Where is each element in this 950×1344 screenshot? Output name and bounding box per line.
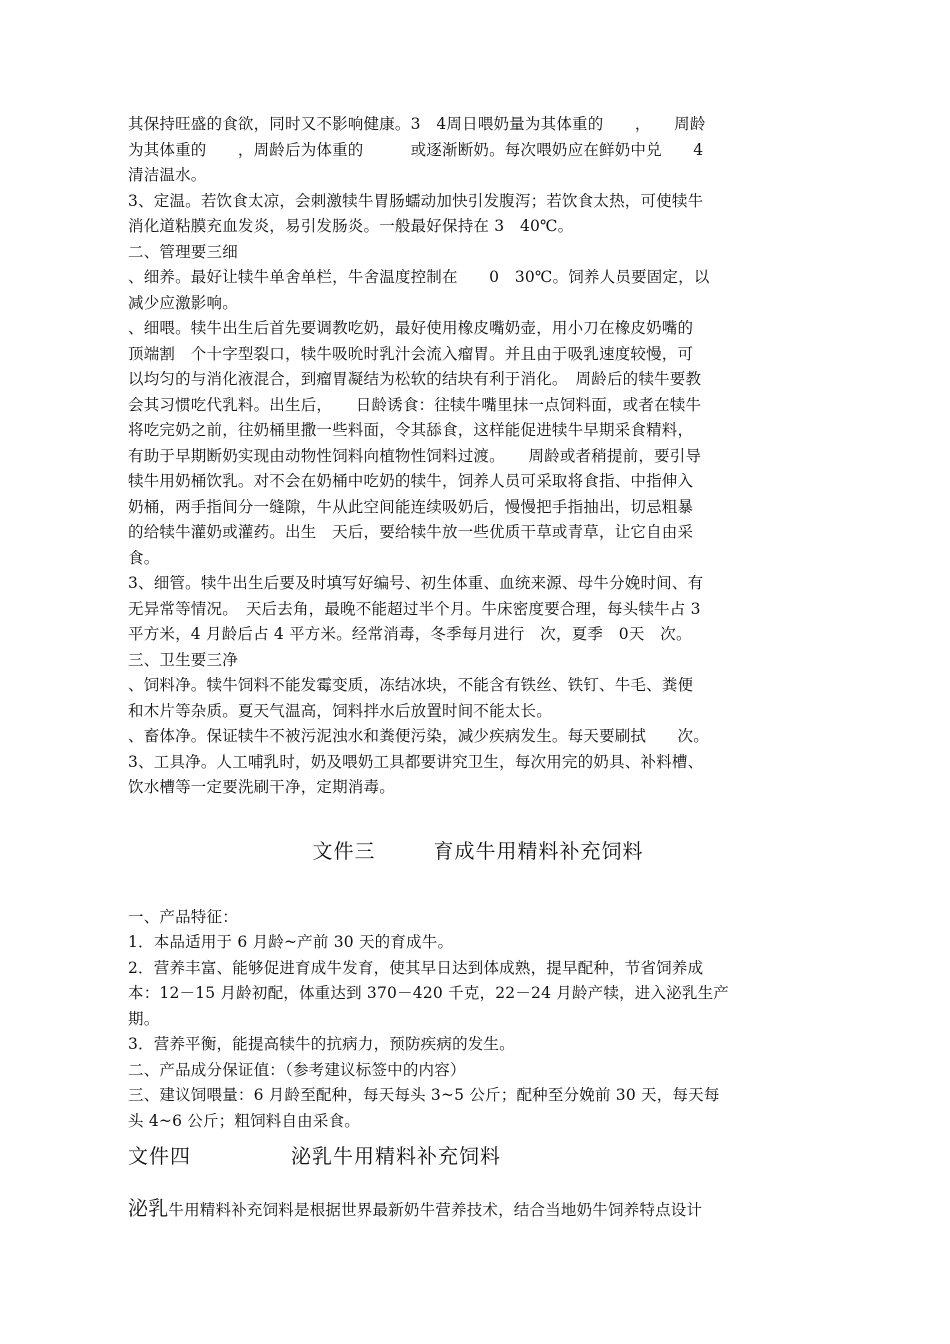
text-line: 犊牛用奶桶饮乳。对不会在奶桶中吃奶的犊牛，饲养人员可采取将食指、中指伸入 [128,472,694,490]
section-heading: 一、产品特征： [128,907,238,926]
text-line: 清洁温水。 [128,166,207,184]
text-line: 其保持旺盛的食欲，同时又不影响健康。3 4周日喂奶量为其体重的 ， 周龄 [128,115,706,133]
text-line: 本：12－15 月龄初配，体重达到 370－420 千克，22－24 月龄产犊，进入泌乳生产 [128,984,729,1002]
document-3-label: 文件三 [312,838,376,863]
text-line: 1．本品适用于 6 月龄~产前 30 天的育成牛。 [128,933,454,951]
document-4-name: 泌乳牛用精料补充饲料 [291,1144,501,1168]
text-line: 三、建议饲喂量：6 月龄至配种，每天每头 3~5 公斤；配种至分娩前 30 天，每天每 [128,1086,720,1104]
section-heading: 二、产品成分保证值：（参考建议标签中的内容） [128,1060,466,1079]
section-heading: 二、管理要三细 [128,242,238,261]
text-line: 食。 [128,548,160,567]
text-line: 的给犊牛灌奶或灌药。出生 天后，要给犊牛放一些优质干草或青草，让它自由采 [128,523,694,541]
document-4-title [128,1138,828,1174]
text-line: 消化道粘膜充血发炎，易引发肠炎。一般最好保持在 3 40℃。 [128,217,574,235]
text-line: 奶桶，两手指间分一缝隙，牛从此空间能连续吸奶后，慢慢把手指抽出，切忌粗暴 [128,497,694,516]
text-line: 饮水槽等一定要洗刷干净，定期消毒。 [128,778,395,796]
text-line: 、饲料净。犊牛饲料不能发霉变质，冻结冰块，不能含有铁丝、铁钉、牛毛、粪便 [128,676,694,694]
document-3-name: 育成牛用精料补充饲料 [433,838,644,863]
text-line: 平方米，4 月龄后占 4 平方米。经常消毒，冬季每月进行 次，夏季 0天 次。 [128,625,692,643]
text-line: 3、工具净。人工哺乳时，奶及喂奶工具都要讲究卫生，每次用完的奶具、补料槽、 [128,752,704,771]
document-page [128,112,828,1224]
text-line: 、细喂。犊牛出生后首先要调教吃奶，最好使用橡皮嘴奶壶，用小刀在橡皮奶嘴的 [128,319,694,337]
text-line: 3、定温。若饮食太凉，会刺激犊牛胃肠蠕动加快引发腹泻；若饮食太热，可使犊牛 [128,191,704,210]
text-line: 头 4~6 公斤；粗饲料自由采食。 [128,1111,360,1130]
text-line: 和木片等杂质。夏天气温高，饲料拌水后放置时间不能太长。 [128,701,552,720]
lead-text: 泌乳 [128,1196,169,1220]
text-line: 将吃完奶之前，往奶桶里撒一些料面，令其舔食，这样能促进犊牛早期采食精料， [128,421,694,439]
text-line: 3．营养平衡，能提高犊牛的抗病力，预防疾病的发生。 [128,1035,515,1053]
text-line: 期。 [128,1009,160,1028]
document-3-body [128,905,828,1135]
part1-body [128,112,828,801]
text-line: 减少应激影响。 [128,293,238,312]
text-line: 2．营养丰富、能够促进育成牛发育，使其早日达到体成熟，提早配种，节省饲养成 [128,958,704,977]
text-line: 会其习惯吃代乳料。出生后， 日龄诱食：往犊牛嘴里抹一点饲料面，或者在犊牛 [128,395,702,414]
document-3-title [128,823,828,879]
text-line-rest: 牛用精料补充饲料是根据世界最新奶牛营养技术，结合当地奶牛饲养特点设计 [168,1201,703,1219]
document-4-body [128,1196,828,1224]
text-line: 顶端割 个十字型裂口，犊牛吸吮时乳汁会流入瘤胃。并且由于吸乳速度较慢，可 [128,344,694,363]
section-heading: 三、卫生要三净 [128,650,238,669]
text-line: 3、细管。犊牛出生后要及时填写好编号、初生体重、血统来源、母牛分娩时间、有 [128,574,704,592]
text-line: 为其体重的 ，周龄后为体重的 或逐渐断奶。每次喂奶应在鲜奶中兑 4 [128,140,704,159]
text-line: 无异常等情况。 天后去角，最晚不能超过半个月。牛床密度要合理，每头犊牛占 3 [128,599,701,618]
text-line [128,1196,828,1224]
text-line: 以均匀的与消化液混合，到瘤胃凝结为松软的结块有利于消化。 周龄后的犊牛要教 [128,370,702,388]
document-4-label: 文件四 [128,1144,191,1168]
text-line: 有助于早期断奶实现由动物性饲料向植物性饲料过渡。 周龄或者稍提前，要引导 [128,446,702,465]
text-line: 、细养。最好让犊牛单舍单栏，牛舍温度控制在 0 30℃。饲养人员要固定，以 [128,268,710,286]
text-line: 、畜体净。保证犊牛不被污泥浊水和粪便污染，减少疾病发生。每天要刷拭 次。 [128,727,709,745]
